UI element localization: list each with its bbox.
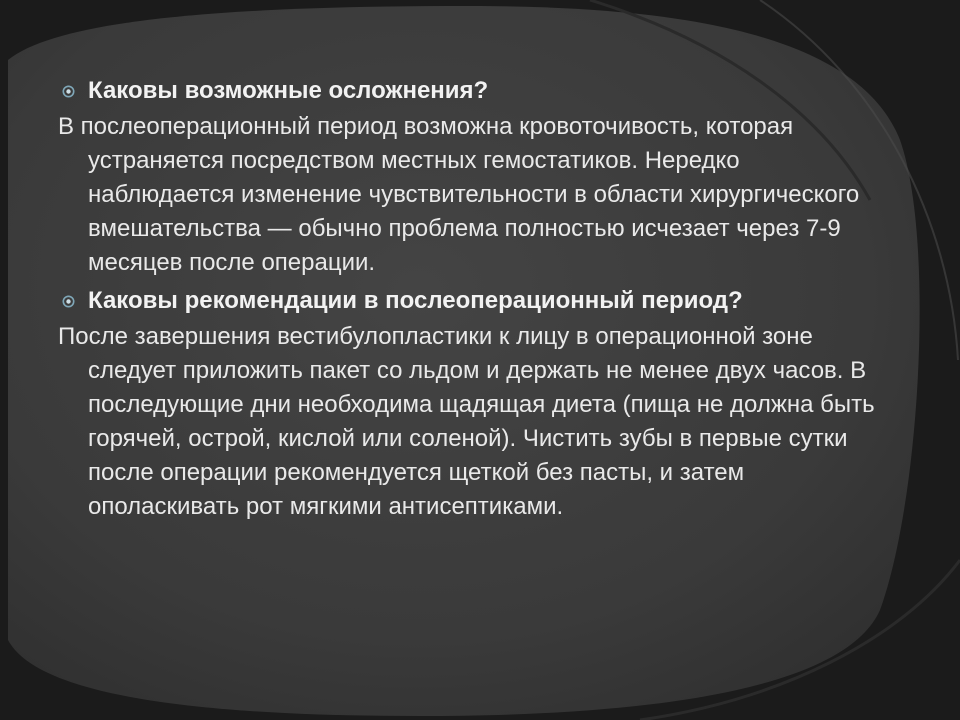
- ring-bullet-icon: [62, 295, 75, 308]
- question-1-text: Каковы возможные осложнения?: [88, 77, 489, 104]
- question-1: [58, 76, 878, 106]
- ring-bullet-icon: [62, 85, 75, 98]
- question-2-text: Каковы рекомендации в послеоперационный период?: [88, 287, 743, 314]
- answer-2: После завершения вестибулопластики к лицу в операционной зоне следует приложить пакет со льдом и держать не менее двух часов. В последующие дни необходима щадящая диета (пища не должна быть горячей, острой, кислой или соленой). Чистить зубы в первые сутки после операции рекомендуется щеткой без пасты, и затем ополаскивать рот мягкими антисептиками.: [58, 323, 875, 520]
- slide-content: [58, 76, 878, 530]
- question-2: [58, 286, 878, 316]
- answer-1: В послеоперационный период возможна кровоточивость, которая устраняется посредством местных гемостатиков. Нередко наблюдается изменение чувствительности в области хирургического вмешательства — обычно проблема полностью исчезает через 7-9 месяцев после операции.: [58, 113, 860, 276]
